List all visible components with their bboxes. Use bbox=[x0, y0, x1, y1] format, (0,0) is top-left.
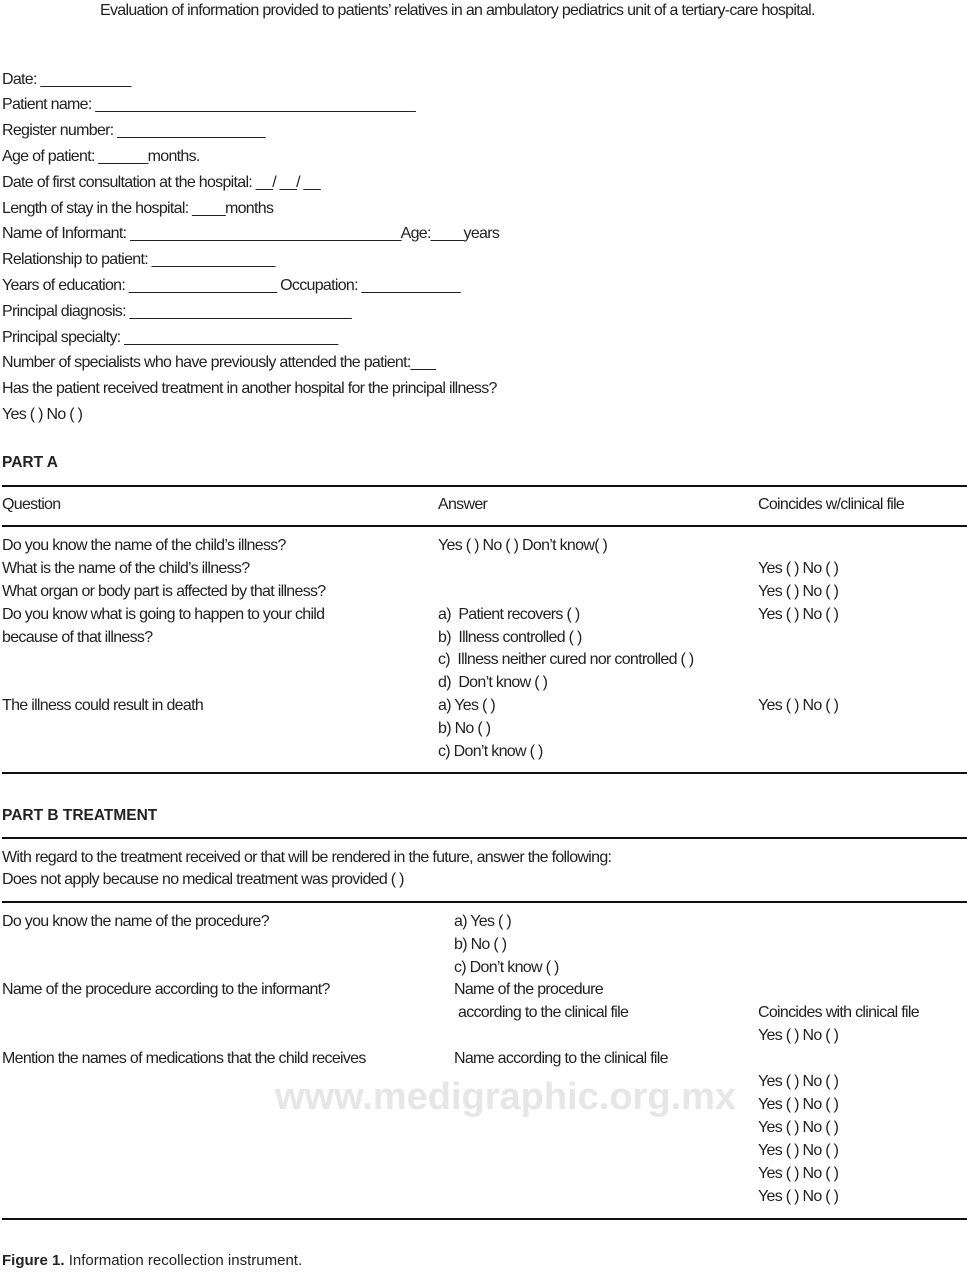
form-line-yes-no: Yes ( ) No ( ) bbox=[2, 406, 83, 423]
header-answer: Answer bbox=[438, 496, 488, 513]
form-line-register: Register number: __________________ bbox=[2, 122, 265, 139]
question: Mention the names of medications that the child receives bbox=[2, 1050, 366, 1067]
question: Do you know the name of the procedure? bbox=[2, 913, 269, 930]
form-line-stay: Length of stay in the hospital: ____months bbox=[2, 200, 274, 217]
coincides-answer: Yes ( ) No ( ) bbox=[758, 1073, 839, 1090]
form-line-informant: Name of Informant: _________________________________Age:____years bbox=[2, 225, 500, 242]
answer: Yes ( ) No ( ) Don’t know( ) bbox=[438, 537, 608, 554]
answer: d) Don’t know ( ) bbox=[438, 674, 548, 691]
answer: Name of the procedure bbox=[454, 981, 603, 998]
form-line-patient-name: Patient name: _______________________________________ bbox=[2, 96, 416, 113]
question: because of that illness? bbox=[2, 629, 153, 646]
question: Do you know what is going to happen to your child bbox=[2, 606, 325, 623]
coincides-answer: Yes ( ) No ( ) bbox=[758, 1119, 839, 1136]
form-line-diagnosis: Principal diagnosis: ___________________________ bbox=[2, 303, 351, 320]
answer: a) Yes ( ) bbox=[454, 913, 512, 930]
coincides-label: Coincides with clinical file bbox=[758, 1004, 919, 1021]
answer: b) No ( ) bbox=[438, 720, 491, 737]
answer: according to the clinical file bbox=[458, 1004, 629, 1021]
document-title: Evaluation of information provided to patients’ relatives in an ambulatory pediatrics unit of a tertiary-care hospital. bbox=[100, 2, 815, 19]
part-b-intro: With regard to the treatment received or that will be rendered in the future, answer the following: bbox=[2, 849, 612, 866]
answer: b) Illness controlled ( ) bbox=[438, 629, 582, 646]
figure-caption bbox=[2, 1251, 302, 1271]
form-line-specialists: Number of specialists who have previously attended the patient:___ bbox=[2, 354, 436, 371]
rule bbox=[2, 525, 967, 527]
coincides-answer: Yes ( ) No ( ) bbox=[758, 1142, 839, 1159]
rule bbox=[2, 901, 967, 903]
form-line-other-hospital: Has the patient received treatment in another hospital for the principal illness? bbox=[2, 380, 497, 397]
coincides-answer: Yes ( ) No ( ) bbox=[758, 697, 839, 714]
coincides-answer: Yes ( ) No ( ) bbox=[758, 1096, 839, 1113]
form-line-relationship: Relationship to patient: _______________ bbox=[2, 251, 275, 268]
question: Do you know the name of the child’s illness? bbox=[2, 537, 286, 554]
figure-label: Figure 1. bbox=[2, 1252, 65, 1269]
rule bbox=[2, 1218, 967, 1220]
form-line-specialty: Principal specialty: __________________________ bbox=[2, 329, 338, 346]
question: What is the name of the child’s illness? bbox=[2, 560, 250, 577]
answer: a) Patient recovers ( ) bbox=[438, 606, 580, 623]
watermark: www.medigraphic.org.mx bbox=[275, 1076, 737, 1118]
question: The illness could result in death bbox=[2, 697, 204, 714]
rule bbox=[2, 485, 967, 487]
answer: Name according to the clinical file bbox=[454, 1050, 668, 1067]
coincides-answer: Yes ( ) No ( ) bbox=[758, 1027, 839, 1044]
coincides-answer: Yes ( ) No ( ) bbox=[758, 560, 839, 577]
part-b-not-apply: Does not apply because no medical treatment was provided ( ) bbox=[2, 871, 404, 888]
coincides-answer: Yes ( ) No ( ) bbox=[758, 606, 839, 623]
answer: c) Don’t know ( ) bbox=[438, 743, 543, 760]
answer: c) Don’t know ( ) bbox=[454, 959, 559, 976]
rule bbox=[2, 772, 967, 774]
header-coincides: Coincides w/clinical file bbox=[758, 496, 905, 513]
answer: a) Yes ( ) bbox=[438, 697, 496, 714]
form-line-first-consult: Date of first consultation at the hospital: __/ __/ __ bbox=[2, 174, 320, 191]
part-b-heading: PART B TREATMENT bbox=[2, 807, 158, 824]
coincides-answer: Yes ( ) No ( ) bbox=[758, 1188, 839, 1205]
answer: b) No ( ) bbox=[454, 936, 507, 953]
form-line-education: Years of education: __________________ Occupation: ____________ bbox=[2, 277, 460, 294]
question: What organ or body part is affected by that illness? bbox=[2, 583, 326, 600]
answer: c) Illness neither cured nor controlled ( ) bbox=[438, 651, 694, 668]
coincides-answer: Yes ( ) No ( ) bbox=[758, 583, 839, 600]
part-a-heading: PART A bbox=[2, 454, 58, 471]
figure-caption-text: Information recollection instrument. bbox=[68, 1252, 303, 1269]
rule bbox=[2, 837, 967, 839]
header-question: Question bbox=[2, 496, 61, 513]
form-line-date: Date: ___________ bbox=[2, 71, 131, 88]
form-line-age: Age of patient: ______months. bbox=[2, 148, 200, 165]
question: Name of the procedure according to the informant? bbox=[2, 981, 330, 998]
coincides-answer: Yes ( ) No ( ) bbox=[758, 1165, 839, 1182]
